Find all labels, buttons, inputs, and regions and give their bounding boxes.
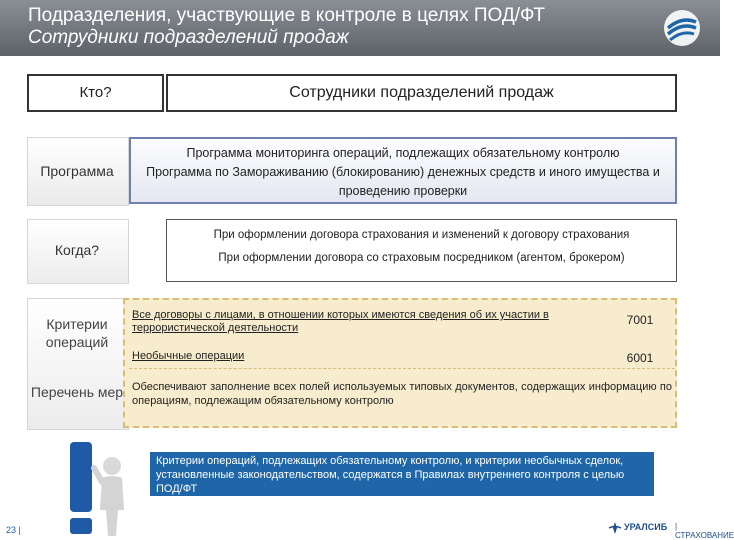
measures-text: Обеспечивают заполнение всех полей используемых типовых документов, содержащих информацию по операциям, подлежащим обязательному контролю: [132, 381, 672, 407]
program-line-1: Программа мониторинга операций, подлежащих обязательному контролю: [186, 146, 620, 160]
footer-logo-icon: [608, 521, 622, 535]
page-number: 23 |: [6, 525, 21, 535]
criteria-label: Критерии операций: [45, 316, 109, 350]
when-line-2: При оформлении договора со страховым посредником (агентом, брокером): [218, 252, 625, 264]
slide-header: [0, 0, 720, 56]
when-line-1: При оформлении договора страхования и изменений к договору страхования: [213, 229, 630, 241]
footer-sub: | СТРАХОВАНИЕ: [675, 522, 734, 540]
criteria-item-1-code: 7001: [626, 313, 654, 327]
program-line-2: Программа по Замораживанию (блокированию) денежных средств и иного имущества и проведению проверки: [146, 165, 660, 198]
when-value-box: [166, 219, 677, 282]
who-value: Сотрудники подразделений продаж: [289, 84, 554, 101]
program-label: Программа: [40, 163, 114, 179]
company-logo-icon: [662, 8, 702, 48]
criteria-item-2-code: 6001: [626, 351, 654, 365]
criteria-item-2-link[interactable]: Необычные операции: [132, 350, 245, 362]
program-values: [137, 144, 669, 201]
slide-title: [28, 5, 545, 49]
footer-brand: УРАЛСИБ: [624, 522, 668, 532]
title-line-2: Сотрудники подразделений продаж: [28, 27, 349, 48]
criteria-item-1-link[interactable]: Все договоры с лицами, в отношении которых имеются сведения об их участии в террористической деятельности: [132, 309, 549, 334]
footer-logo: [608, 520, 734, 540]
criteria-divider: [129, 368, 675, 369]
who-value-box: [166, 74, 677, 112]
program-value-box: [129, 137, 677, 204]
exclamation-figure-icon: [48, 438, 148, 538]
who-label: Кто?: [79, 84, 112, 101]
note-banner: Критерии операций, подлежащих обязательному контролю, и критерии необычных сделок, установленные законодательством, содержатся в Правилах внутреннего контроля с целью ПОД/ФТ: [150, 452, 654, 496]
title-line-1: Подразделения, участвующие в контроле в целях ПОД/ФТ: [28, 5, 546, 26]
measures-label: Перечень мер: [30, 384, 124, 400]
when-label: Когда?: [54, 242, 100, 258]
